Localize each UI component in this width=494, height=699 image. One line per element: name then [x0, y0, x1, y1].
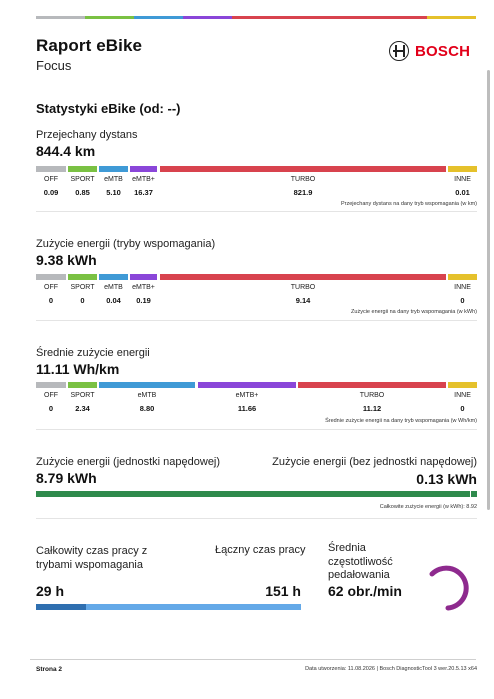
bosch-armature-icon [389, 41, 409, 61]
mode-value: 0.04 [106, 296, 121, 305]
brand-name: BOSCH [415, 42, 471, 60]
mode-value: 2.34 [75, 404, 90, 413]
mode-bar-sport [68, 382, 97, 388]
mode-label: TURBO [359, 392, 385, 399]
stripe-segment [329, 16, 378, 19]
total-time-label: Łączny czas pracy [215, 544, 306, 556]
mode-value: 9.14 [295, 296, 311, 305]
mode-bar-turbo [160, 166, 446, 172]
mode-label: eMTB [104, 284, 123, 291]
mode-value: 11.12 [362, 404, 382, 413]
mode-label: SPORT [70, 284, 95, 291]
mode-bar-sport [68, 166, 97, 172]
energy-other-bar [471, 491, 477, 497]
mode-value: 8.80 [139, 404, 155, 413]
energy-modes-block [36, 238, 477, 323]
mode-bar-emtb-plus [198, 382, 296, 388]
avg-energy-block [36, 347, 477, 437]
mode-bar-off [36, 166, 66, 172]
mode-label: TURBO [290, 176, 316, 183]
mode-label: INNE [454, 176, 471, 183]
footer-info: Data utworzenia: 11.08.2026 | Bosch DiagnosticTool 3 wer.20.5.13 x64 [305, 666, 477, 672]
mode-bar-off [36, 382, 66, 388]
mode-label: OFF [44, 176, 58, 183]
page-number: Strona 2 [36, 666, 63, 673]
scrollbar[interactable] [487, 70, 490, 510]
assist-time-bar [36, 604, 86, 610]
mode-label: eMTB [137, 392, 157, 399]
top-color-stripe [36, 16, 476, 19]
divider [36, 518, 477, 519]
stripe-segment [232, 16, 281, 19]
total-time-value: 151 h [265, 583, 301, 599]
mode-value: 5.10 [106, 188, 121, 197]
energy-other-value: 0.13 kWh [416, 471, 477, 487]
stripe-segment [134, 16, 183, 19]
mode-bar-off [36, 274, 66, 280]
stripe-segment [378, 16, 427, 19]
mode-label: OFF [44, 284, 58, 291]
mode-value: 0 [460, 404, 465, 413]
avg-energy-label: Średnie zużycie energii [36, 347, 150, 359]
mode-label: TURBO [290, 284, 316, 291]
stripe-segment [427, 16, 476, 19]
time-block [36, 542, 477, 617]
mode-value: 0 [48, 296, 54, 305]
avg-energy-value: 11.11 Wh/km [36, 361, 120, 377]
mode-value: 0.85 [75, 188, 90, 197]
mode-bar-turbo [298, 382, 446, 388]
mode-value: 0.09 [43, 188, 59, 197]
mode-label: OFF [44, 392, 58, 399]
energy-modes-label: Zużycie energii (tryby wspomagania) [36, 238, 216, 250]
mode-bar-inne [448, 274, 477, 280]
energy-modes-note: Zużycie energii na dany tryb wspomagania (w kWh) [351, 309, 477, 315]
avg-energy-note: Średnie zużycie energii na dany tryb wspomagania (w Wh/km) [325, 418, 477, 424]
mode-bar-emtb-plus [130, 274, 157, 280]
mode-bar-inne [448, 166, 477, 172]
footer-divider [30, 659, 476, 660]
divider [36, 429, 477, 430]
mode-value: 0 [460, 296, 465, 305]
stripe-segment [85, 16, 134, 19]
divider [36, 211, 477, 212]
mode-label: INNE [454, 392, 471, 399]
energy-total-block [36, 456, 477, 526]
mode-label: eMTB+ [132, 176, 155, 183]
cadence-gauge-icon [426, 562, 478, 612]
energy-other-label: Zużycie energii (bez jednostki napędowej) [272, 456, 477, 468]
divider [36, 320, 477, 321]
energy-drive-value: 8.79 kWh [36, 470, 97, 486]
mode-bar-emtb [99, 166, 128, 172]
bike-model: Focus [36, 58, 72, 73]
assist-time-value: 29 h [36, 583, 65, 599]
mode-label: eMTB+ [132, 284, 155, 291]
mode-value: 16.37 [134, 188, 153, 197]
cadence-label: Średnia częstotliwość pedałowania [328, 542, 393, 581]
mode-label: eMTB+ [235, 392, 259, 399]
cadence-value: 62 obr./min [328, 583, 402, 599]
mode-value: 0.01 [455, 188, 470, 197]
mode-bar-sport [68, 274, 97, 280]
mode-value: 0.19 [136, 296, 151, 305]
stripe-segment [36, 16, 85, 19]
bosch-logo [389, 41, 470, 61]
mode-bar-inne [448, 382, 477, 388]
total-time-bar [86, 604, 301, 610]
mode-value: 0 [80, 296, 85, 305]
report-title: Raport eBike [36, 36, 143, 55]
energy-total-note: Całkowite zużycie energii (w kWh): 8.92 [379, 504, 477, 510]
mode-bar-emtb [99, 274, 128, 280]
stripe-segment [183, 16, 232, 19]
energy-drive-label: Zużycie energii (jednostki napędowej) [36, 456, 221, 468]
distance-block [36, 129, 477, 214]
mode-bar-turbo [160, 274, 446, 280]
mode-label: SPORT [70, 176, 95, 183]
distance-note: Przejechany dystans na dany tryb wspomagania (w km) [340, 201, 477, 207]
mode-bar-emtb [99, 382, 195, 388]
stripe-segment [280, 16, 329, 19]
energy-drive-bar [36, 491, 470, 497]
energy-modes-value: 9.38 kWh [36, 252, 97, 268]
mode-bar-emtb-plus [130, 166, 157, 172]
mode-value: 0 [48, 404, 54, 413]
mode-label: eMTB [104, 176, 123, 183]
assist-time-label: Całkowity czas pracy z trybami wspomagania [36, 545, 148, 571]
distance-label: Przejechany dystans [36, 129, 138, 141]
mode-label: SPORT [70, 392, 95, 399]
mode-value: 11.66 [237, 404, 257, 413]
section-title: Statystyki eBike (od: --) [36, 101, 181, 116]
mode-value: 821.9 [293, 188, 313, 197]
distance-value: 844.4 km [36, 143, 96, 159]
mode-label: INNE [454, 284, 471, 291]
